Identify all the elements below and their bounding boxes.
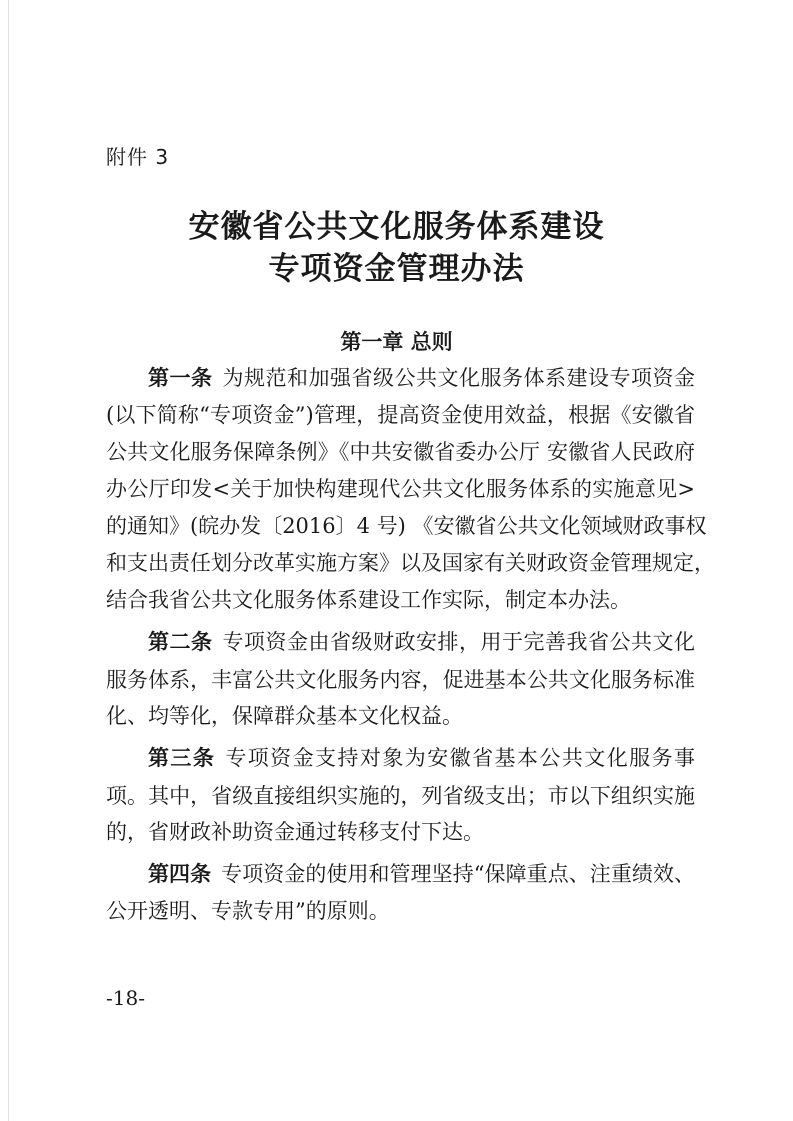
article-1-line-2: (以下简称“专项资金”)管理，提高资金使用效益，根据《安徽省	[106, 403, 695, 427]
article-3-line-3: 的，省财政补助资金通过转移支付下达。	[106, 820, 484, 844]
article-4-line-2: 公开透明、专款专用”的原则。	[106, 899, 390, 923]
article-text: 专项资金的使用和管理坚持“保障重点、注重绩效、	[221, 862, 696, 886]
document-title-line-1: 安徽省公共文化服务体系建设	[188, 209, 605, 245]
article-3-line-1	[148, 743, 695, 773]
page-number: -18-	[106, 986, 145, 1010]
article-text: 专项资金支持对象为安徽省基本公共文化服务事	[225, 746, 696, 770]
article-1-line-5: 的通知》(皖办发〔2016〕4 号) 《安徽省公共文化领域财政事权	[106, 514, 707, 538]
article-text: 为规范和加强省级公共文化服务体系建设专项资金	[222, 366, 695, 390]
article-3-heading: 第三条	[148, 746, 216, 770]
article-4-heading: 第四条	[148, 862, 212, 886]
binding-edge-line	[8, 0, 9, 1121]
article-2-line-3: 化、均等化，保障群众基本文化权益。	[106, 704, 463, 728]
chapter-heading: 第一章 总则	[340, 330, 453, 354]
article-1-line-7: 结合我省公共文化服务体系建设工作实际，制定本办法。	[106, 588, 631, 612]
article-1-line-1	[148, 363, 695, 393]
article-3-line-2: 项。其中，省级直接组织实施的，列省级支出；市以下组织实施	[106, 784, 695, 808]
article-2-line-2: 服务体系，丰富公共文化服务内容，促进基本公共文化服务标准	[106, 668, 695, 692]
article-2-heading: 第二条	[148, 630, 213, 654]
article-1-line-6: 和支出责任划分改革实施方案》以及国家有关财政资金管理规定，	[106, 551, 715, 575]
article-1-line-4: 办公厅印发<关于加快构建现代公共文化服务体系的实施意见>	[106, 477, 695, 501]
article-1-heading: 第一条	[148, 366, 213, 390]
article-text: 专项资金由省级财政安排，用于完善我省公共文化	[222, 630, 695, 654]
article-2-line-1	[148, 627, 695, 657]
attachment-label: 附件 3	[106, 145, 170, 169]
document-title-line-2: 专项资金管理办法	[268, 251, 525, 287]
article-1-line-3: 公共文化服务保障条例》《中共安徽省委办公厅 安徽省人民政府	[106, 440, 695, 464]
article-4-line-1	[148, 859, 695, 889]
